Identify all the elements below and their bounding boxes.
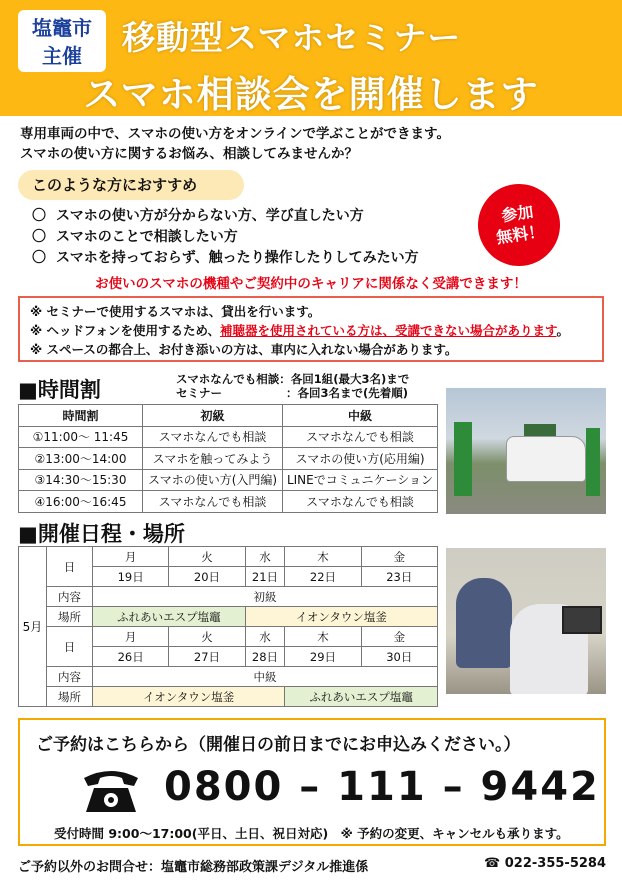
date-cell: 29日 bbox=[285, 647, 361, 667]
list-item bbox=[32, 248, 419, 269]
badge-line1: 参加 bbox=[500, 201, 535, 226]
weekday-cell: 水 bbox=[245, 627, 285, 647]
date-cell: 23日 bbox=[361, 567, 437, 587]
table-row bbox=[19, 547, 438, 567]
table-row bbox=[19, 426, 438, 448]
list-item-text: スマホの使い方が分からない方、学び直したい方 bbox=[56, 208, 364, 224]
content-cell: 初級 bbox=[93, 587, 438, 607]
compatibility-note: お使いのスマホの機種やご契約中のキャリアに関係なく受講できます！ bbox=[95, 276, 527, 292]
table-cell: ②13:00～14:00 bbox=[19, 448, 143, 470]
footer-tel[interactable] bbox=[484, 856, 606, 871]
circle-mark: 〇 bbox=[32, 208, 46, 224]
weekday-cell: 木 bbox=[285, 547, 361, 567]
date-cell: 28日 bbox=[245, 647, 285, 667]
contact-text: ご予約以外のお問合せ：塩竈市総務部政策課デジタル推進係 bbox=[18, 860, 369, 875]
column-header: 初級 bbox=[143, 405, 283, 427]
list-item bbox=[32, 206, 419, 227]
banner-flag bbox=[586, 428, 600, 496]
note-text: 。 bbox=[556, 323, 570, 338]
table-cell: スマホの使い方(入門編) bbox=[143, 469, 283, 491]
table-cell: ④16:00～16:45 bbox=[19, 491, 143, 513]
row-label: 日 bbox=[47, 627, 93, 667]
venue-cell: ふれあいエスプ塩竈 bbox=[285, 687, 438, 707]
weekday-cell: 月 bbox=[93, 627, 169, 647]
note-text: スペースの都合上、お付き添いの方は、車内に入れない場合があります。 bbox=[46, 342, 458, 357]
recommend-list bbox=[32, 206, 419, 269]
venue-cell: イオンタウン塩釜 bbox=[93, 687, 285, 707]
van-photo bbox=[446, 388, 606, 514]
table-cell: スマホの使い方(応用編) bbox=[283, 448, 438, 470]
free-badge bbox=[473, 179, 566, 272]
column-header: 中級 bbox=[283, 405, 438, 427]
timetable-table bbox=[18, 404, 438, 513]
list-item bbox=[32, 227, 419, 248]
banner-flag bbox=[454, 422, 472, 496]
circle-mark: 〇 bbox=[32, 250, 46, 266]
caption-line1: スマホなんでも相談：各回1組(最大3名)まで bbox=[176, 372, 410, 386]
table-cell: スマホなんでも相談 bbox=[143, 491, 283, 513]
table-cell: ③14:30～15:30 bbox=[19, 469, 143, 491]
date-cell: 27日 bbox=[169, 647, 245, 667]
note-text: ヘッドフォンを使用するため、 bbox=[46, 323, 221, 338]
tablet-screen bbox=[562, 606, 602, 634]
date-cell: 22日 bbox=[285, 567, 361, 587]
date-cell: 30日 bbox=[361, 647, 437, 667]
weekday-cell: 水 bbox=[245, 547, 285, 567]
note-mark: ※ bbox=[30, 323, 43, 338]
table-cell: ①11:00～ 11:45 bbox=[19, 426, 143, 448]
intro-text bbox=[20, 124, 450, 164]
weekday-cell: 火 bbox=[169, 547, 245, 567]
reception-hours: 受付時間 9:00～17:00(平日、土日、祝日対応) ※ 予約の変更、キャンセルも承ります。 bbox=[54, 826, 569, 841]
table-row bbox=[19, 587, 438, 607]
events-table bbox=[18, 546, 438, 707]
row-label: 場所 bbox=[47, 607, 93, 627]
weekday-cell: 月 bbox=[93, 547, 169, 567]
note-item bbox=[30, 302, 592, 321]
table-cell: スマホなんでも相談 bbox=[143, 426, 283, 448]
table-row bbox=[19, 667, 438, 687]
badge-line2: 無料！ bbox=[495, 221, 546, 248]
timetable-heading: ■時間割 bbox=[18, 378, 101, 402]
organizer-badge bbox=[18, 10, 106, 72]
organizer-city: 塩竈市 bbox=[32, 16, 92, 40]
list-item-text: スマホを持っておらず、触ったり操作したりしてみたい方 bbox=[56, 250, 419, 266]
table-header-row bbox=[19, 405, 438, 427]
header-banner bbox=[0, 0, 622, 116]
title-line2: スマホ相談会を開催します bbox=[83, 73, 539, 116]
table-row bbox=[19, 469, 438, 491]
date-cell: 26日 bbox=[93, 647, 169, 667]
timetable-caption bbox=[176, 372, 409, 400]
weekday-cell: 金 bbox=[361, 547, 437, 567]
circle-mark: 〇 bbox=[32, 229, 46, 245]
table-cell: LINEでコミュニケーション bbox=[283, 469, 438, 491]
recommend-label: このような方におすすめ bbox=[18, 170, 244, 200]
row-label: 内容 bbox=[47, 587, 93, 607]
phone-number[interactable]: 0800 – 111 – 9442 bbox=[164, 764, 600, 810]
notes-box bbox=[18, 296, 604, 362]
list-item-text: スマホのことで相談したい方 bbox=[56, 229, 238, 245]
row-label: 日 bbox=[47, 547, 93, 587]
table-row bbox=[19, 607, 438, 627]
note-mark: ※ bbox=[30, 342, 43, 357]
table-cell: スマホなんでも相談 bbox=[283, 426, 438, 448]
note-item bbox=[30, 321, 592, 340]
date-cell: 21日 bbox=[245, 567, 285, 587]
note-item bbox=[30, 340, 592, 359]
date-cell: 19日 bbox=[93, 567, 169, 587]
person-shape bbox=[456, 578, 512, 668]
seminar-photo bbox=[446, 548, 606, 694]
caption-value: ：各回3名まで(先着順) bbox=[286, 386, 409, 400]
intro-line1: 専用車両の中で、スマホの使い方をオンラインで学ぶことができます。 bbox=[20, 126, 450, 142]
row-label: 場所 bbox=[47, 687, 93, 707]
note-warning: 補聴器を使用されている方は、受講できない場合があります bbox=[220, 323, 557, 338]
caption-label: セミナー bbox=[176, 386, 222, 400]
organizer-label: 主催 bbox=[42, 44, 82, 68]
note-text: セミナーで使用するスマホは、貸出を行います。 bbox=[46, 304, 321, 319]
title-line1: 移動型スマホセミナー bbox=[122, 18, 462, 57]
venue-cell: イオンタウン塩釜 bbox=[245, 607, 437, 627]
reservation-box bbox=[18, 718, 606, 846]
row-label: 内容 bbox=[47, 667, 93, 687]
table-row bbox=[19, 448, 438, 470]
weekday-cell: 木 bbox=[285, 627, 361, 647]
weekday-cell: 火 bbox=[169, 627, 245, 647]
table-row bbox=[19, 491, 438, 513]
month-cell: 5月 bbox=[19, 547, 47, 707]
table-cell: スマホなんでも相談 bbox=[283, 491, 438, 513]
caption-line2 bbox=[176, 386, 409, 400]
table-cell: スマホを触ってみよう bbox=[143, 448, 283, 470]
table-row bbox=[19, 687, 438, 707]
column-header: 時間割 bbox=[19, 405, 143, 427]
note-mark: ※ bbox=[30, 304, 43, 319]
reservation-title: ご予約はこちらから（開催日の前日までにお申込みください。） bbox=[36, 735, 521, 755]
date-cell: 20日 bbox=[169, 567, 245, 587]
events-heading: ■開催日程・場所 bbox=[18, 522, 185, 546]
tel-number: 022-355-5284 bbox=[504, 856, 606, 871]
phone-icon: ☎ bbox=[484, 856, 501, 871]
table-row bbox=[19, 627, 438, 647]
venue-cell: ふれあいエスプ塩竈 bbox=[93, 607, 246, 627]
telephone-icon bbox=[80, 764, 142, 816]
content-cell: 中級 bbox=[93, 667, 438, 687]
footer-contact bbox=[18, 856, 606, 875]
intro-line2: スマホの使い方に関するお悩み、相談してみませんか？ bbox=[20, 146, 359, 162]
van-shape bbox=[506, 436, 586, 482]
weekday-cell: 金 bbox=[361, 627, 437, 647]
